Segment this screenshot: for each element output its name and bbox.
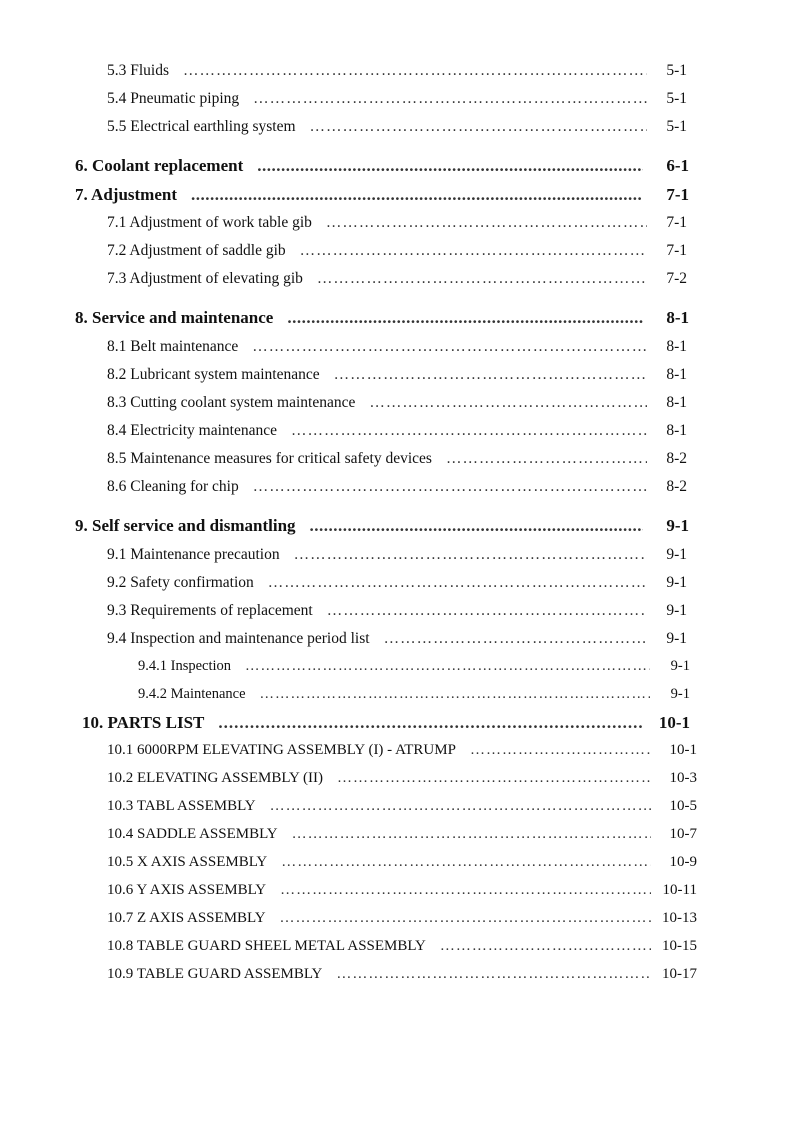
toc-entry-title: 9.4.2 Maintenance — [138, 686, 246, 702]
toc-entry[interactable] — [107, 422, 687, 440]
dot-leader — [253, 90, 647, 108]
toc-entry-title: 10.4 SADDLE ASSEMBLY — [107, 826, 278, 842]
dot-leader — [245, 658, 650, 675]
toc-entry[interactable] — [75, 156, 689, 176]
dot-leader — [300, 242, 647, 260]
toc-entry[interactable] — [107, 910, 697, 927]
dot-leader — [260, 686, 650, 703]
toc-entry[interactable] — [75, 308, 689, 328]
toc-entry[interactable] — [107, 602, 687, 620]
toc-entry[interactable] — [107, 770, 697, 787]
toc-entry-title: 10.3 TABL ASSEMBLY — [107, 798, 256, 814]
toc-entry[interactable] — [107, 574, 687, 592]
toc-entry[interactable] — [107, 90, 687, 108]
toc-entry-title: 9.3 Requirements of replacement — [107, 602, 313, 619]
dot-leader — [280, 882, 651, 899]
toc-entry-title: 7. Adjustment — [75, 185, 178, 204]
toc-entry-page: 8-1 — [666, 366, 687, 383]
dot-leader — [191, 185, 643, 205]
toc-entry-page: 5-1 — [666, 62, 687, 79]
dot-leader — [310, 516, 643, 536]
toc-entry-page: 7-1 — [666, 214, 687, 231]
toc-entry-page: 10-15 — [662, 938, 697, 954]
dot-leader — [252, 338, 647, 356]
toc-entry-page: 8-2 — [666, 450, 687, 467]
toc-entry[interactable] — [107, 118, 687, 136]
toc-entry-page: 9-1 — [666, 546, 687, 563]
toc-entry[interactable] — [107, 938, 697, 955]
toc-entry[interactable] — [107, 882, 697, 899]
toc-entry-title: 8. Service and maintenance — [75, 308, 274, 327]
toc-entry-title: 9.4 Inspection and maintenance period list — [107, 630, 370, 647]
toc-entry-page: 9-1 — [670, 686, 690, 702]
toc-entry-page: 7-1 — [666, 242, 687, 259]
toc-entry[interactable] — [107, 798, 697, 815]
toc-entry-page: 5-1 — [666, 90, 687, 107]
toc-entry[interactable] — [107, 450, 687, 468]
dot-leader — [327, 602, 647, 620]
dot-leader — [292, 826, 651, 843]
toc-entry[interactable] — [138, 658, 690, 675]
toc-entry-title: 5.5 Electrical earthling system — [107, 118, 296, 135]
toc-entry-title: 8.1 Belt maintenance — [107, 338, 239, 355]
dot-leader — [384, 630, 647, 648]
toc-entry-title: 9.1 Maintenance precaution — [107, 546, 280, 563]
toc-entry[interactable] — [107, 242, 687, 260]
toc-entry-title: 10.7 Z AXIS ASSEMBLY — [107, 910, 266, 926]
toc-entry[interactable] — [107, 546, 687, 564]
toc-entry-title: 7.2 Adjustment of saddle gib — [107, 242, 286, 259]
toc-entry[interactable] — [107, 62, 687, 80]
toc-entry[interactable] — [138, 686, 690, 703]
dot-leader — [446, 450, 647, 468]
dot-leader — [268, 574, 647, 592]
toc-entry-title: 10.1 6000RPM ELEVATING ASSEMBLY (I) - ATRUMP — [107, 742, 456, 758]
toc-entry[interactable] — [107, 366, 687, 384]
toc-entry-title: 9.2 Safety confirmation — [107, 574, 254, 591]
toc-entry-title: 10.5 X AXIS ASSEMBLY — [107, 854, 268, 870]
dot-leader — [257, 156, 643, 176]
toc-entry-page: 7-2 — [666, 270, 687, 287]
toc-entry-title: 10.6 Y AXIS ASSEMBLY — [107, 882, 267, 898]
toc-entry-page: 10-1 — [658, 713, 690, 732]
toc-entry-title: 10. PARTS LIST — [82, 713, 205, 732]
toc-entry-page: 6-1 — [666, 156, 689, 175]
toc-entry-page: 8-1 — [666, 394, 687, 411]
toc-entry-page: 9-1 — [666, 574, 687, 591]
toc-entry-page: 9-1 — [666, 602, 687, 619]
toc-entry-page: 10-17 — [662, 966, 697, 982]
toc-entry-page: 10-11 — [662, 882, 697, 898]
dot-leader — [183, 62, 647, 80]
toc-entry-title: 8.4 Electricity maintenance — [107, 422, 277, 439]
toc-entry-page: 8-2 — [666, 478, 687, 495]
toc-entry-page: 5-1 — [666, 118, 687, 135]
toc-entry-page: 7-1 — [666, 185, 689, 204]
toc-entry[interactable] — [107, 854, 697, 871]
toc-entry-title: 8.2 Lubricant system maintenance — [107, 366, 320, 383]
toc-entry[interactable] — [82, 713, 690, 733]
toc-entry[interactable] — [107, 394, 687, 412]
toc-entry-title: 8.3 Cutting coolant system maintenance — [107, 394, 356, 411]
toc-entry-page: 8-1 — [666, 422, 687, 439]
toc-entry-title: 10.9 TABLE GUARD ASSEMBLY — [107, 966, 323, 982]
toc-entry-title: 6. Coolant replacement — [75, 156, 244, 175]
toc-entry-page: 9-1 — [666, 516, 689, 535]
dot-leader — [310, 118, 647, 136]
dot-leader — [334, 366, 647, 384]
dot-leader — [281, 854, 651, 871]
toc-entry[interactable] — [107, 742, 697, 759]
dot-leader — [440, 938, 651, 955]
dot-leader — [291, 422, 647, 440]
toc-entry-title: 7.3 Adjustment of elevating gib — [107, 270, 303, 287]
toc-entry-page: 10-13 — [662, 910, 697, 926]
toc-entry-page: 10-5 — [669, 798, 697, 814]
dot-leader — [218, 713, 644, 733]
toc-entry-page: 8-1 — [666, 308, 689, 327]
toc-entry-title: 8.5 Maintenance measures for critical safety devices — [107, 450, 432, 467]
toc-entry[interactable] — [75, 185, 689, 205]
toc-entry-title: 5.4 Pneumatic piping — [107, 90, 240, 107]
toc-entry-title: 8.6 Cleaning for chip — [107, 478, 239, 495]
toc-entry-page: 9-1 — [666, 630, 687, 647]
toc-entry[interactable] — [107, 966, 697, 983]
toc-entry[interactable] — [107, 630, 687, 648]
dot-leader — [317, 270, 647, 288]
dot-leader — [280, 910, 651, 927]
toc-entry-title: 10.2 ELEVATING ASSEMBLY (II) — [107, 770, 323, 786]
toc-entry[interactable] — [107, 478, 687, 496]
toc-entry[interactable] — [107, 270, 687, 288]
toc-entry[interactable] — [107, 214, 687, 232]
toc-entry-title: 9. Self service and dismantling — [75, 516, 296, 535]
dot-leader — [294, 546, 647, 564]
dot-leader — [287, 308, 643, 328]
dot-leader — [470, 742, 651, 759]
toc-entry-page: 9-1 — [670, 658, 690, 674]
dot-leader — [253, 478, 647, 496]
toc-entry-title: 10.8 TABLE GUARD SHEEL METAL ASSEMBLY — [107, 938, 426, 954]
toc-entry[interactable] — [107, 338, 687, 356]
dot-leader — [336, 966, 651, 983]
dot-leader — [326, 214, 647, 232]
dot-leader — [369, 394, 647, 412]
toc-entry[interactable] — [107, 826, 697, 843]
toc-entry-title: 5.3 Fluids — [107, 62, 170, 79]
toc-entry-title: 7.1 Adjustment of work table gib — [107, 214, 312, 231]
toc-entry-page: 10-9 — [669, 854, 697, 870]
toc-entry-page: 10-1 — [669, 742, 697, 758]
dot-leader — [337, 770, 651, 787]
toc-entry-page: 10-7 — [669, 826, 697, 842]
dot-leader — [270, 798, 651, 815]
toc-entry-page: 8-1 — [666, 338, 687, 355]
toc-entry-title: 9.4.1 Inspection — [138, 658, 232, 674]
toc-entry[interactable] — [75, 516, 689, 536]
toc-entry-page: 10-3 — [669, 770, 697, 786]
